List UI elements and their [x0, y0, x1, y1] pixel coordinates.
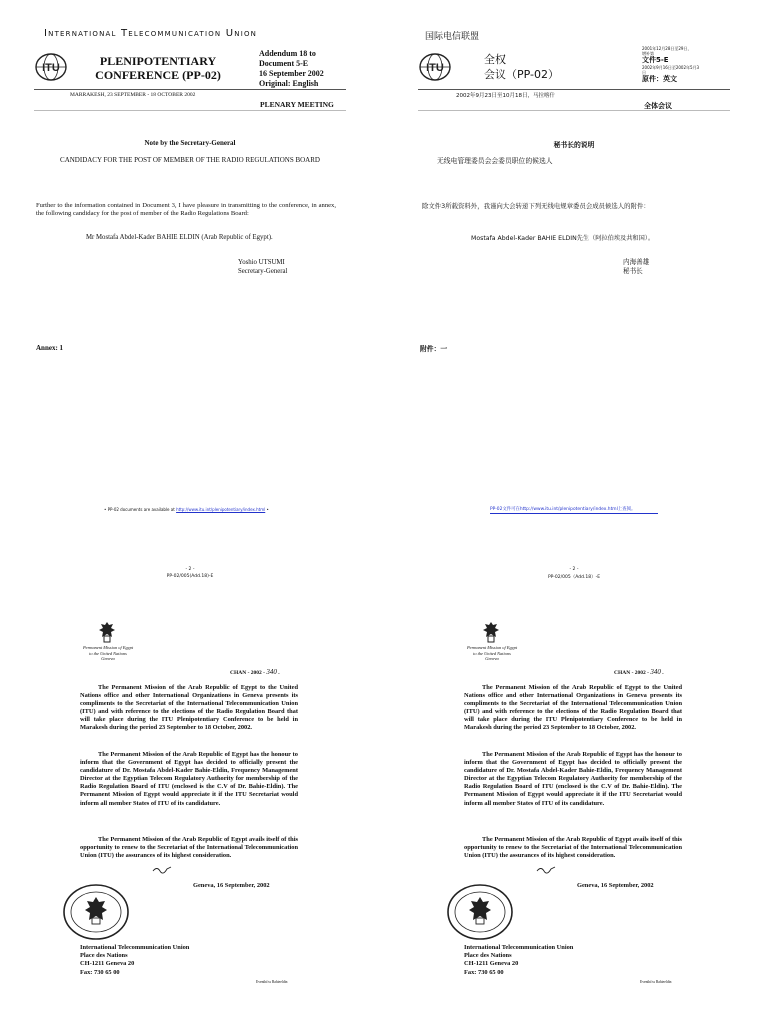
zh-conference-line2: 会议（PP-02）	[484, 68, 559, 81]
letter-right-para1: The Permanent Mission of the Arab Republic of Egypt to the United Nations office and other International Organizations in Geneva presents its compliments to the Secretariat of the International Telecommunication Union (ITU) and with reference to the elections of the Radio Regulation Board that will take place during the ITU Plenipotentiary Conference to be held in Marakesh during the period 23 September to 18 October, 2002.	[464, 684, 682, 732]
letter-right-mission-line3: Geneva	[485, 656, 499, 661]
en-footnote-marker-end: •	[266, 507, 269, 512]
letter-right-initials	[536, 862, 556, 880]
letter-right-ref-printed: CHAN - 2002 -	[614, 670, 649, 676]
en-annex: Annex: 1	[36, 344, 64, 352]
letter-left-mission-line3: Geneva	[101, 656, 115, 661]
en-document-number: Document 5-E	[259, 59, 309, 68]
en-conference-line2: CONFERENCE (PP-02)	[95, 68, 221, 82]
zh-footnote	[490, 506, 635, 512]
en-footnote	[104, 507, 269, 512]
zh-candidacy-heading: 无线电管理委员会会委员职位的候选人	[437, 157, 553, 165]
zh-meta-line4: 日	[642, 70, 646, 75]
zh-org-name: 国际电信联盟	[425, 32, 480, 42]
letter-left-initials	[152, 862, 172, 880]
en-body-text: Further to the information contained in Document 3, I have pleasure in transmitting to the conference, in annex, the following candidacy for the post of member of the Radio Regulations Board:	[36, 202, 336, 217]
letter-right-address-line1: International Telecommunication Union	[464, 944, 574, 951]
letter-left-ref-dot: .	[278, 670, 280, 676]
letter-right-date: Geneva, 16 September, 2002	[577, 882, 654, 889]
zh-signature-title: 秘书长	[623, 267, 643, 275]
egypt-eagle-emblem-right	[482, 621, 500, 648]
en-footnote-text: PP-02 documents are available at	[107, 507, 175, 512]
en-candidate: Mr Mostafa Abdel-Kader BAHIE ELDIN (Arab Republic of Egypt).	[86, 234, 273, 241]
letter-left-address-line3: CH-1211 Geneva 20	[80, 960, 135, 968]
letter-left-mission-line1: Permanent Mission of Egypt	[82, 645, 134, 650]
letter-left-mission-line2: to the United Nations	[89, 650, 127, 656]
en-doc-meta	[259, 49, 324, 89]
en-footnote-marker: •	[104, 507, 108, 512]
letter-left-date: Geneva, 16 September, 2002	[193, 882, 270, 889]
zh-venue: 2002年9月23日至10月18日，马拉喀什	[456, 93, 555, 99]
letter-left-address	[80, 944, 189, 977]
letter-right-para2: The Permanent Mission of the Arab Republic of Egypt has the honour to inform that the Government of Egypt has decided to officially present the candidature of Dr. Mostafa Abdel-Kader Bahie-Eldin, Frequency Management Director at the Egyptian Telecom Regulatory Authority for membership of the Radio Regulation Board of ITU (enclosed is the C.V of Dr. Bahie-Eldin). The Permanent Mission of Egypt would appreciate it if the ITU Secretariat would inform all member States of ITU of its candidature.	[464, 751, 682, 807]
zh-candidate: Mostafa Abdel-Kader BAHIE ELDIN先生（阿拉伯埃及共和国）。	[471, 235, 655, 242]
letter-right-address-line4: Fax: 730 65 00	[464, 968, 504, 976]
mission-seal-right	[446, 883, 514, 946]
letter-right-para3: The Permanent Mission of the Arab Republic of Egypt avails itself of this opportunity to renew to the Secretariat of the International Telecommunication Union (ITU) the assurances of its highest consideration.	[464, 836, 682, 860]
letter-right-mission-line2: to the United Nations	[473, 650, 511, 656]
zh-signature	[623, 258, 649, 276]
letter-right-reference	[614, 668, 664, 676]
letter-left-ref-printed: CHAN - 2002 -	[230, 670, 265, 676]
en-org-name: International Telecommunication Union	[44, 28, 258, 39]
en-conference-title	[70, 54, 246, 82]
zh-conference-title	[484, 52, 559, 82]
zh-header-rule	[418, 89, 730, 90]
en-page-number: - 2 -	[185, 567, 195, 572]
zh-meta-line1: 2001年12月28日至29日，	[642, 46, 692, 51]
mission-seal-left	[62, 883, 130, 946]
en-footnote-link[interactable]: http://www.itu.int/plenipotentiary/index.html	[176, 507, 266, 512]
en-meeting-rule	[34, 110, 346, 111]
letter-left-ref-handwritten: 340	[266, 668, 277, 676]
egypt-eagle-emblem-left	[98, 621, 116, 648]
en-page-reference: PP-02/005(Add.18)-E	[166, 574, 214, 579]
en-conference-line1: PLENIPOTENTIARY	[99, 54, 217, 68]
en-venue: MARRAKESH, 23 SEPTEMBER - 18 OCTOBER 2002	[70, 92, 196, 98]
letter-left-address-line2: Place des Nations	[80, 952, 128, 960]
letter-right-address-line2: Place des Nations	[464, 952, 512, 960]
en-doc-date: 16 September 2002	[259, 69, 324, 78]
letter-right-mission-line1: Permanent Mission of Egypt	[466, 645, 518, 650]
zh-note-title: 秘书长的说明	[553, 141, 595, 149]
letter-right-footer: Eventhi/ss Bahieeldin	[640, 980, 672, 984]
en-meeting: PLENARY MEETING	[260, 100, 334, 109]
zh-body-text: 除文件3所载资料外，我谨向大会转递下列无线电规章委员会成员候选人的附件：	[422, 202, 650, 210]
en-addendum: Addendum 18 to	[259, 49, 316, 58]
zh-page-reference: PP-02/005（Add.18）-E	[547, 575, 601, 580]
zh-footnote-underline	[490, 513, 658, 514]
en-signature-name: Yoshio UTSUMI	[238, 259, 285, 266]
zh-original-language: 原件：英文	[642, 75, 677, 83]
svg-text:ITU: ITU	[426, 62, 444, 74]
letter-left-address-line4: Fax: 730 65 00	[80, 968, 120, 976]
letter-right-address-line3: CH-1211 Geneva 20	[464, 960, 519, 968]
zh-meeting-rule	[418, 110, 730, 111]
letter-left-footer: Eventhi/ss Bahieeldin	[256, 980, 288, 984]
itu-logo-zh	[418, 52, 452, 87]
zh-meta-line3: 2002年9月16日至2002年5月3	[642, 65, 700, 70]
zh-meeting: 全体会议	[644, 102, 672, 110]
letter-right-ref-dot: .	[662, 670, 664, 676]
en-candidacy-heading: CANDIDACY FOR THE POST OF MEMBER OF THE RADIO REGULATIONS BOARD	[60, 156, 320, 164]
letter-right-mission	[460, 645, 524, 662]
letter-right-ref-handwritten: 340	[650, 668, 661, 676]
letter-left-para1: The Permanent Mission of the Arab Republic of Egypt to the United Nations office and other International Organizations in Geneva presents its compliments to the Secretariat of the International Telecommunication Union (ITU) and with reference to the elections of the Radio Regulation Board that will take place during the ITU Plenipotentiary Conference to be held in Marakesh during the period 23 September to 18 October, 2002.	[80, 684, 298, 732]
zh-document-number: 文件5-E	[642, 56, 669, 64]
en-original-language: Original: English	[259, 79, 319, 88]
letter-right-address	[464, 944, 573, 977]
letter-left-mission	[76, 645, 140, 662]
zh-conference-line1: 全权	[484, 53, 506, 66]
svg-text:ITU: ITU	[42, 62, 60, 74]
letter-left-para3: The Permanent Mission of the Arab Republic of Egypt avails itself of this opportunity to renew to the Secretariat of the International Telecommunication Union (ITU) the assurances of its highest consideration.	[80, 836, 298, 860]
letter-left-para2: The Permanent Mission of the Arab Republic of Egypt has the honour to inform that the Government of Egypt has decided to officially present the candidature of Dr. Mostafa Abdel-Kader Bahie-Eldin, Frequency Management Director at the Egyptian Telecom Regulatory Authority for membership of the Radio Regulation Board of ITU (enclosed is the C.V of Dr. Bahie-Eldin). The Permanent Mission of Egypt would appreciate it if the ITU Secretariat would inform all member States of ITU of its candidature.	[80, 751, 298, 807]
en-signature-title: Secretary-General	[238, 268, 288, 275]
zh-annex: 附件：一	[420, 345, 448, 353]
zh-meta-line2: 增补第	[642, 51, 654, 56]
en-signature	[238, 258, 287, 276]
en-note-title: Note by the Secretary-General	[144, 139, 236, 147]
zh-page-number: - 2 -	[569, 567, 579, 572]
zh-doc-meta	[642, 46, 699, 84]
zh-signature-name: 内海善雄	[623, 258, 650, 266]
en-header-rule	[34, 89, 346, 90]
letter-left-reference	[230, 668, 280, 676]
itu-logo-en	[34, 52, 68, 87]
letter-left-address-line1: International Telecommunication Union	[80, 944, 190, 951]
zh-footnote-text: PP-02文件可在http://www.itu.int/plenipotentiary/index.html上查阅。	[490, 507, 636, 512]
